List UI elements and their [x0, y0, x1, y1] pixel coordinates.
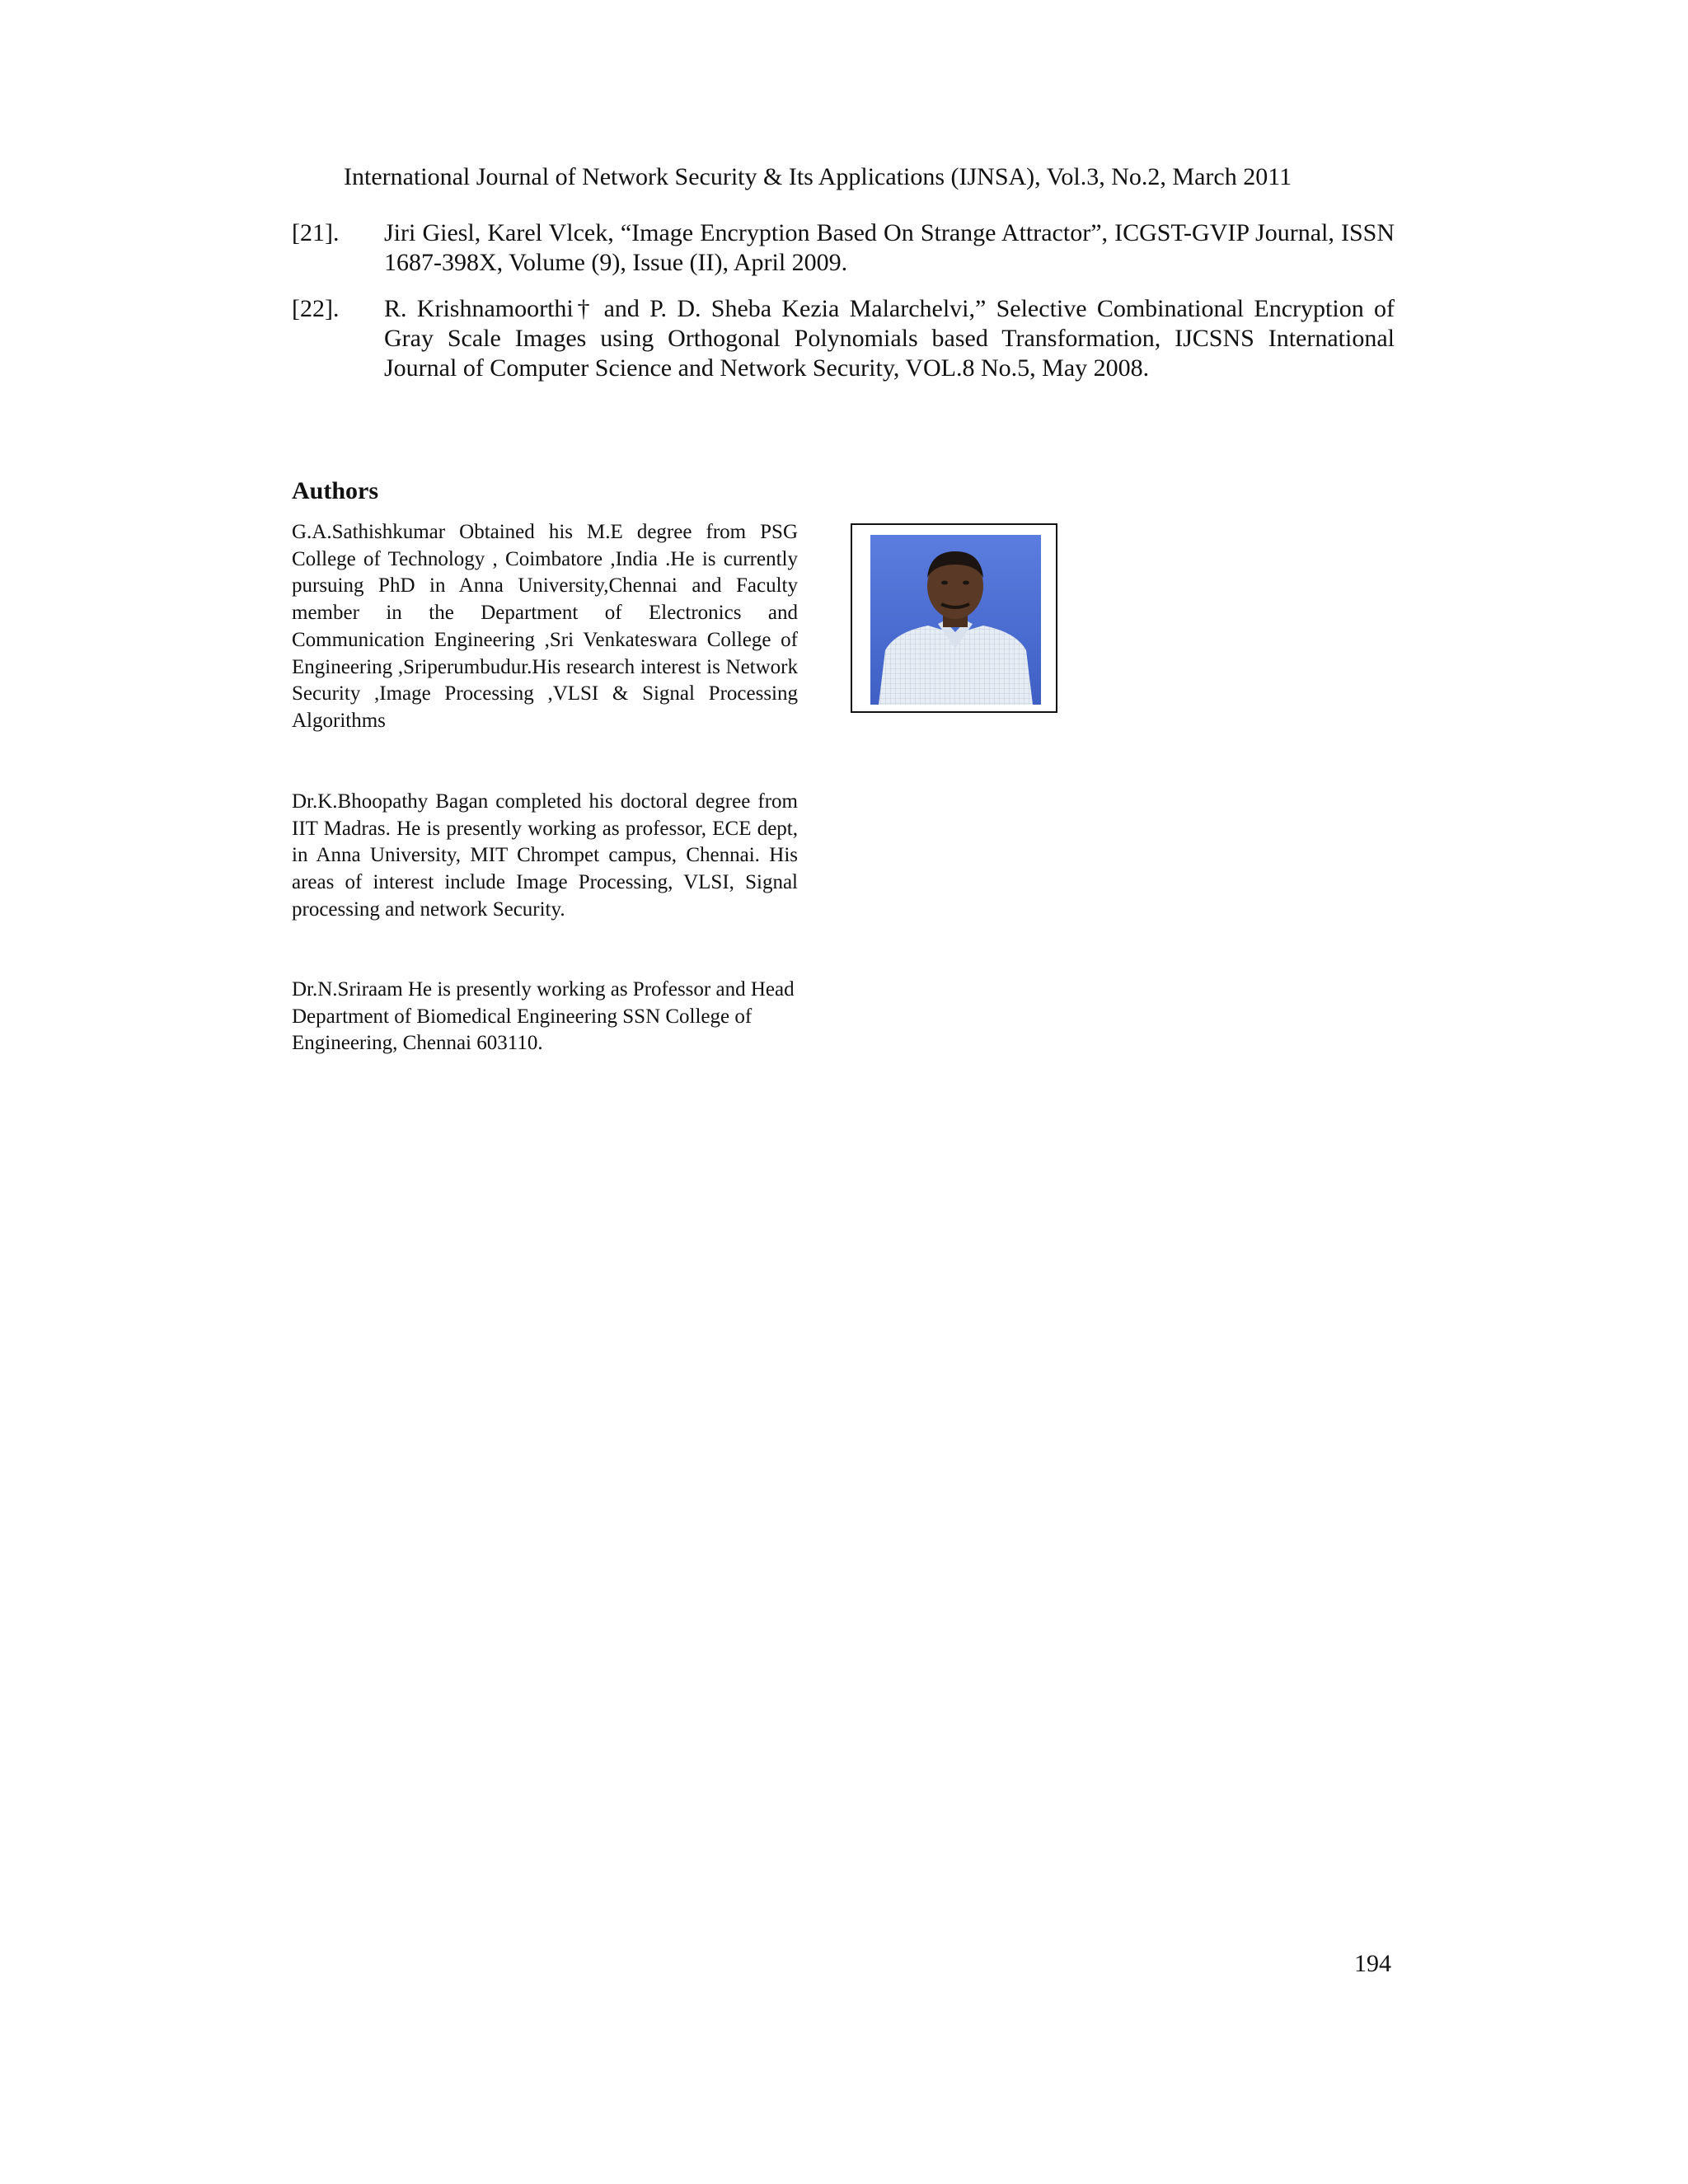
running-header: International Journal of Network Security & Its Applications (IJNSA), Vol.3, No.2, March 2011	[344, 163, 1292, 190]
author-bio-sathishkumar: G.A.Sathishkumar Obtained his M.E degree from PSG College of Technology , Coimbatore ,India .He is currently pursuing PhD in Anna University,Chennai and Faculty member in the Department of Electronics and Communication Engineering ,Sri Venkateswara College of Engineering ,Sriperumbudur.His research interest is Network Security ,Image Processing ,VLSI & Signal Processing Algorithms	[292, 521, 798, 732]
author-bio-bhoopathy-bagan: Dr.K.Bhoopathy Bagan completed his doctoral degree from IIT Madras. He is presently working as professor, ECE dept, in Anna University, MIT Chrompet campus, Chennai. His areas of interest include Image Processing, VLSI, Signal processing and network Security.	[292, 790, 798, 921]
reference-text: Jiri Giesl, Karel Vlcek, “Image Encryption Based On Strange Attractor”, ICGST-GVIP Journal, ISSN 1687-398X, Volume (9), Issue (II), April 2009.	[384, 219, 1395, 276]
page-number: 194	[1354, 1950, 1391, 1977]
authors-heading: Authors	[292, 477, 379, 504]
portrait-image	[870, 535, 1041, 705]
reference-22	[292, 294, 1395, 383]
reference-21	[292, 218, 1395, 278]
reference-text: R. Krishnamoorthi† and P. D. Sheba Kezia Malarchelvi,” Selective Combinational Encryption of Gray Scale Images using Orthogonal Polynomials based Transformation, IJCSNS International Journal of Computer Science and Network Security, VOL.8 No.5, May 2008.	[384, 295, 1395, 382]
author-bio-sriraam: Dr.N.Sriraam He is presently working as Professor and Head Department of Biomedical Engineering SSN College of Engineering, Chennai 603110.	[292, 978, 795, 1055]
reference-number: [22].	[292, 295, 340, 322]
reference-number: [21].	[292, 219, 340, 246]
author-photo	[870, 535, 1041, 705]
author-photo-frame	[851, 523, 1057, 713]
